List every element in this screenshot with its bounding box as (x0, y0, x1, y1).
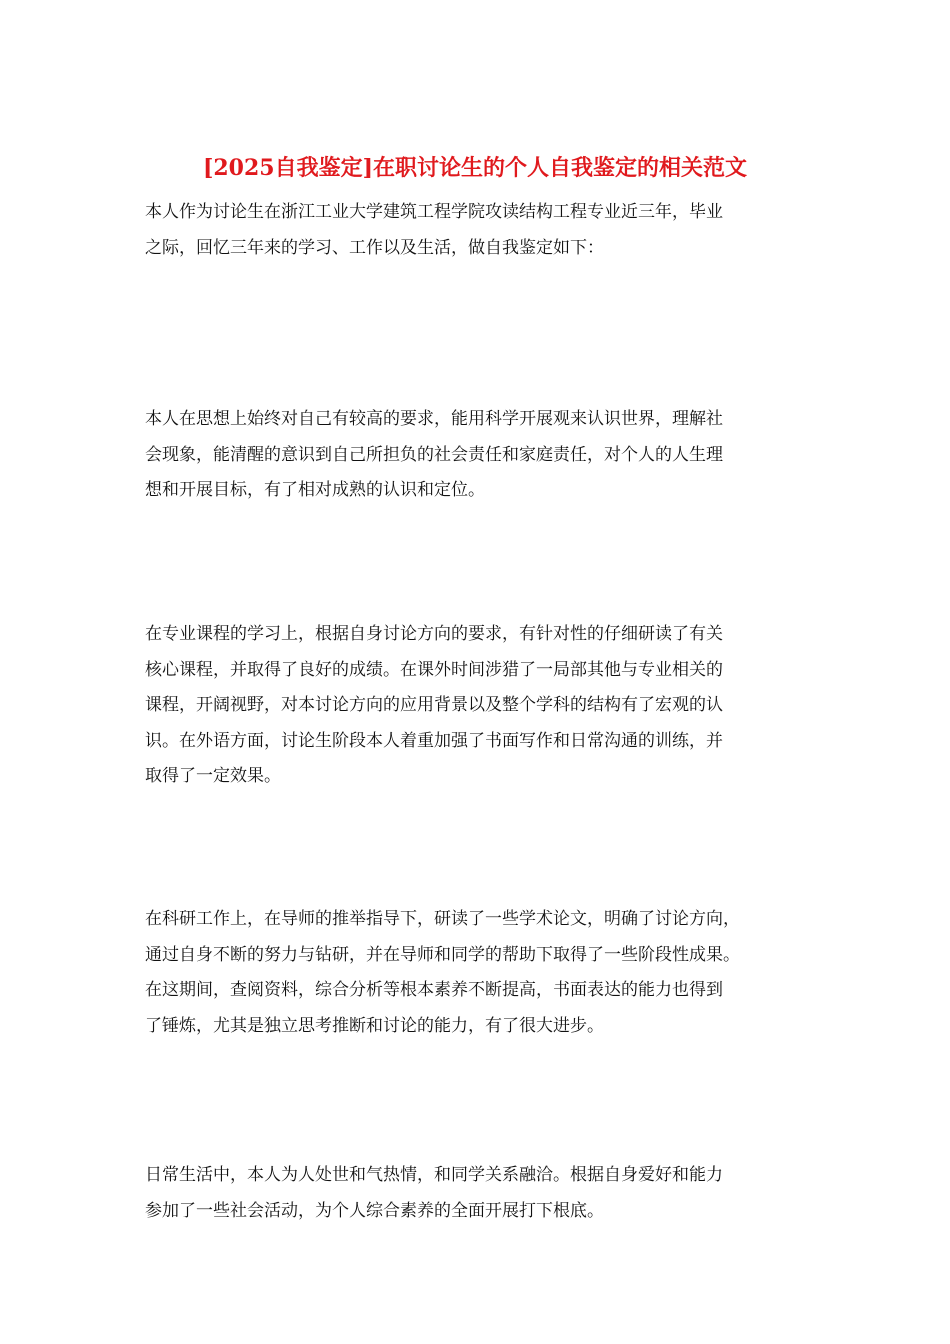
paragraph-line: 会现象，能清醒的意识到自己所担负的社会责任和家庭责任，对个人的人生理 (145, 444, 723, 465)
paragraph-line: 核心课程，并取得了良好的成绩。在课外时间涉猎了一局部其他与专业相关的 (145, 659, 723, 680)
paragraph-line: 在科研工作上，在导师的推举指导下，研读了一些学术论文，明确了讨论方向， (145, 909, 740, 929)
paragraph-line: 识。在外语方面，讨论生阶段本人着重加强了书面写作和日常沟通的训练，并 (145, 730, 723, 751)
paragraph-research (145, 902, 811, 1044)
paragraph-line: 之际，回忆三年来的学习、工作以及生活，做自我鉴定如下： (145, 237, 604, 258)
paragraph-ideology (145, 402, 811, 509)
paragraph-line: 日常生活中，本人为人处世和气热情，和同学关系融洽。根据自身爱好和能力 (145, 1165, 723, 1185)
paragraph-line: 想和开展目标，有了相对成熟的认识和定位。 (145, 480, 485, 500)
paragraph-daily-life (145, 1158, 811, 1229)
paragraph-coursework (145, 617, 811, 795)
paragraph-line: 通过自身不断的努力与钻研，并在导师和同学的帮助下取得了一些阶段性成果。 (145, 944, 740, 965)
paragraph-intro (145, 195, 811, 266)
paragraph-line: 参加了一些社会活动，为个人综合素养的全面开展打下根底。 (145, 1200, 604, 1221)
paragraph-line: 本人在思想上始终对自己有较高的要求，能用科学开展观来认识世界，理解社 (145, 409, 723, 429)
paragraph-line: 本人作为讨论生在浙江工业大学建筑工程学院攻读结构工程专业近三年，毕业 (145, 202, 723, 222)
paragraph-line: 取得了一定效果。 (145, 766, 281, 786)
paragraph-line: 了锤炼，尤其是独立思考推断和讨论的能力，有了很大进步。 (145, 1015, 604, 1036)
paragraph-line: 课程，开阔视野，对本讨论方向的应用背景以及整个学科的结构有了宏观的认 (145, 695, 723, 715)
paragraph-line: 在专业课程的学习上，根据自身讨论方向的要求，有针对性的仔细研读了有关 (145, 624, 723, 644)
paragraph-line: 在这期间，查阅资料，综合分析等根本素养不断提高，书面表达的能力也得到 (145, 980, 723, 1000)
document-title: [2025自我鉴定]在职讨论生的个人自我鉴定的相关范文 (202, 155, 748, 181)
